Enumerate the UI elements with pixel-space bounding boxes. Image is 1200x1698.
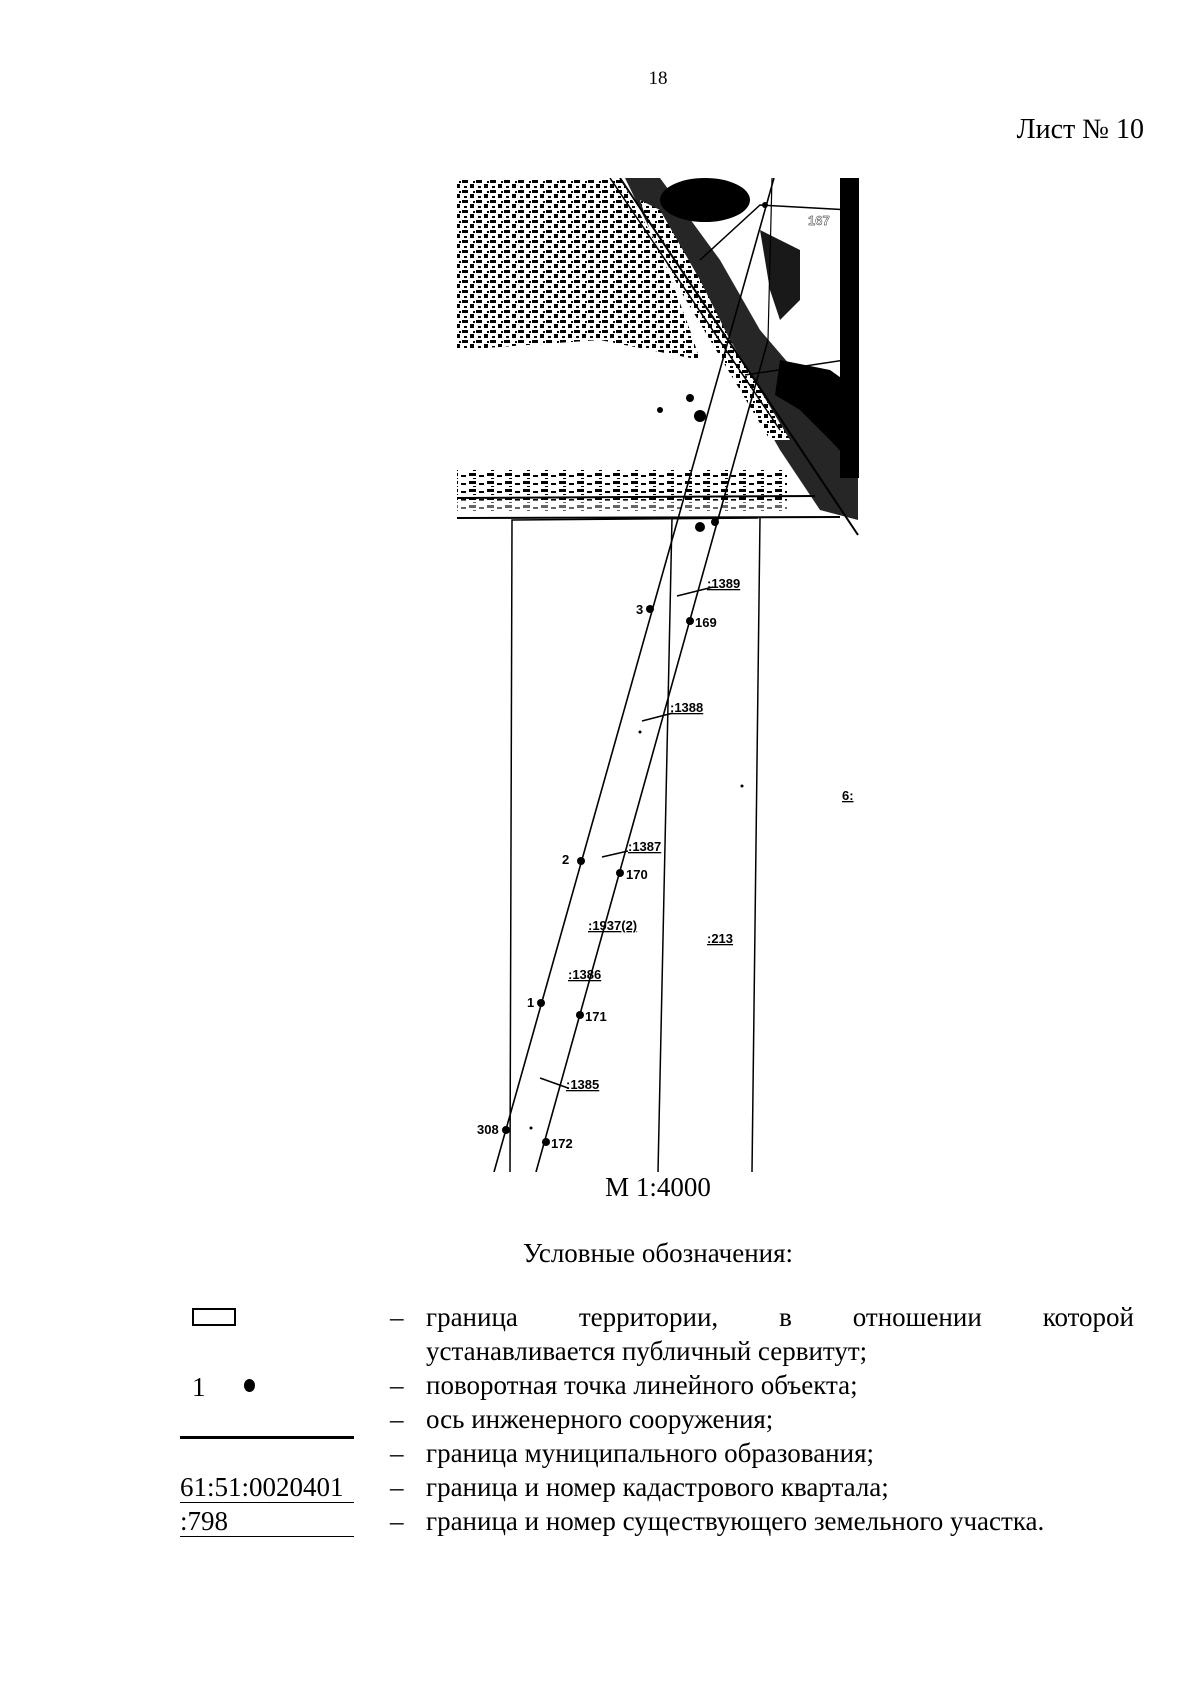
legend: – граница территории, в отношении которой устанавливается публичный сервитут; 1 – поворотная точка линейного объекта; – ось инженерного сооружения; – граница муниципального образования; 61:51:0020401 – граница и номер кадастрового квартала; :798 – граница и номер существующего земельного участка.	[180, 1302, 1134, 1536]
legend-item-axis: – ось инженерного сооружения;	[390, 1404, 774, 1434]
parcel-label: :213	[707, 931, 734, 946]
legend-item-turning-point: 1 – поворотная точка линейного объекта;	[192, 1370, 858, 1402]
point-label: 169	[695, 615, 717, 630]
point-icon	[244, 1379, 255, 1392]
point-label: 172	[551, 1136, 573, 1151]
point-label: 1	[527, 995, 535, 1010]
legend-item-municipal-boundary: – граница муниципального образования;	[180, 1436, 1134, 1470]
parcel-label: 6:	[842, 788, 854, 803]
point-label: 2	[562, 852, 570, 867]
cadastral-map	[457, 178, 859, 1172]
point-label: 308	[477, 1122, 499, 1137]
point-label: 167	[808, 213, 830, 228]
parcel-label: :1385	[566, 1077, 600, 1092]
point-label: 170	[626, 867, 648, 882]
parcel-label: :1937(2)	[588, 918, 638, 933]
parcel-label: :1388	[670, 700, 704, 715]
legend-item-land-parcel: :798 – граница и номер существующего земельного участка.	[180, 1506, 1045, 1536]
page-number: 18	[648, 68, 668, 89]
parcel-label: :1386	[568, 967, 602, 982]
legend-item-servitude-boundary: – граница территории, в отношении которой	[180, 1300, 1134, 1334]
point-label: 3	[636, 602, 644, 617]
sheet-label: Лист № 10	[1016, 114, 1144, 145]
parcel-label: :1387	[628, 839, 662, 854]
legend-item-cadastral-quarter: 61:51:0020401 – граница и номер кадастрового квартала;	[180, 1472, 889, 1502]
aerial-imagery	[457, 178, 859, 532]
legend-title: Условные обозначения:	[522, 1238, 794, 1268]
thick-line-icon	[180, 1436, 354, 1439]
rectangle-outline-icon	[192, 1308, 236, 1326]
point-label: 171	[585, 1009, 607, 1024]
map-scale: М 1:4000	[605, 1172, 711, 1202]
parcel-label: :1389	[707, 576, 741, 591]
